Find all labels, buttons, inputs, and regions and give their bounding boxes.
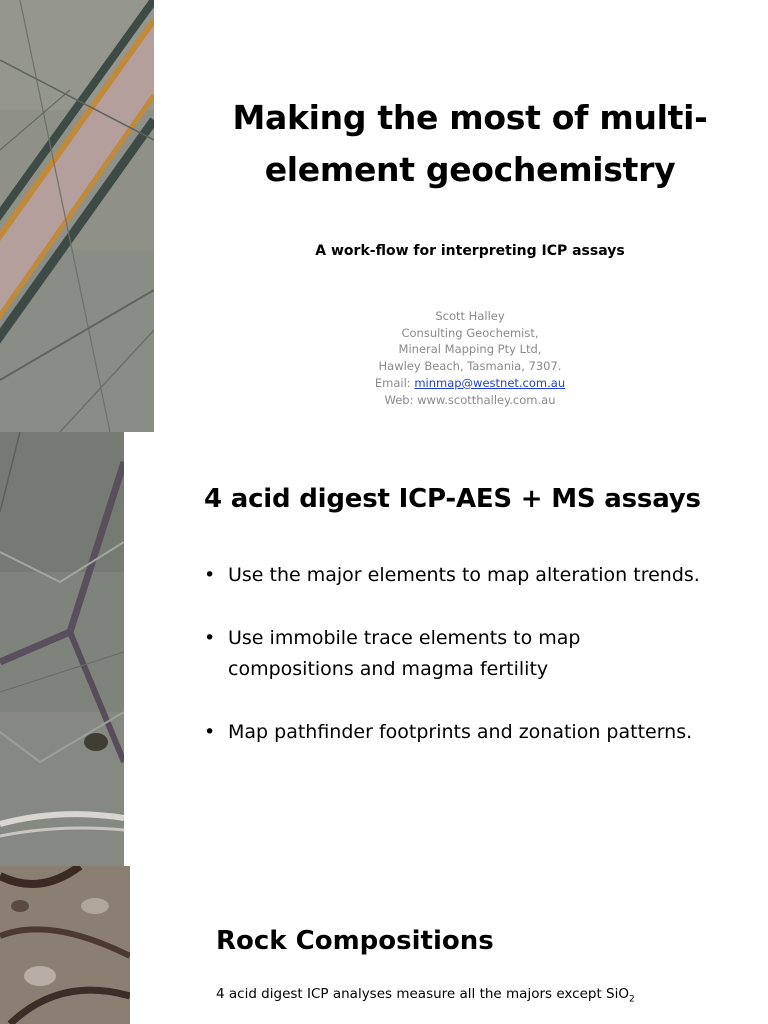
bullet-icon: • xyxy=(204,564,216,586)
bullet-text: Use immobile trace elements to map compositions and magma fertility xyxy=(228,627,581,680)
list-item xyxy=(204,623,704,685)
body-text xyxy=(216,986,635,1005)
slide-heading: 4 acid digest ICP-AES + MS assays xyxy=(204,484,701,514)
subscript: 2 xyxy=(628,994,635,1005)
slide-heading: Rock Compositions xyxy=(216,926,494,956)
rock-photo xyxy=(0,432,124,866)
author-block xyxy=(270,308,670,408)
bullet-icon: • xyxy=(204,721,216,743)
bullet-text: Map pathfinder footprints and zonation patterns. xyxy=(228,721,693,743)
email-link[interactable]: minmap@westnet.com.au xyxy=(414,375,566,390)
author-email-line xyxy=(270,375,670,392)
list-item xyxy=(204,560,704,591)
rock-photo xyxy=(0,0,154,432)
author-web: Web: www.scotthalley.com.au xyxy=(384,392,556,407)
author-address: Hawley Beach, Tasmania, 7307. xyxy=(378,359,562,374)
list-item xyxy=(204,717,704,748)
presentation-subtitle: A work-flow for interpreting ICP assays xyxy=(315,243,625,259)
body-line: 4 acid digest ICP analyses measure all the majors except SiO xyxy=(216,986,629,1002)
bullet-list xyxy=(204,560,704,780)
bullet-icon: • xyxy=(204,627,216,649)
author-company: Mineral Mapping Pty Ltd, xyxy=(398,342,542,357)
slide-assays xyxy=(0,432,768,866)
email-label: Email: xyxy=(374,375,415,390)
author-name: Scott Halley xyxy=(435,309,505,323)
presentation-title: Making the most of multi-element geochemistry xyxy=(232,98,708,189)
slide-title xyxy=(0,0,768,432)
rock-photo xyxy=(0,866,130,1024)
slide-rock-compositions xyxy=(0,866,768,1024)
author-role: Consulting Geochemist, xyxy=(401,325,539,340)
bullet-text: Use the major elements to map alteration trends. xyxy=(228,564,700,586)
